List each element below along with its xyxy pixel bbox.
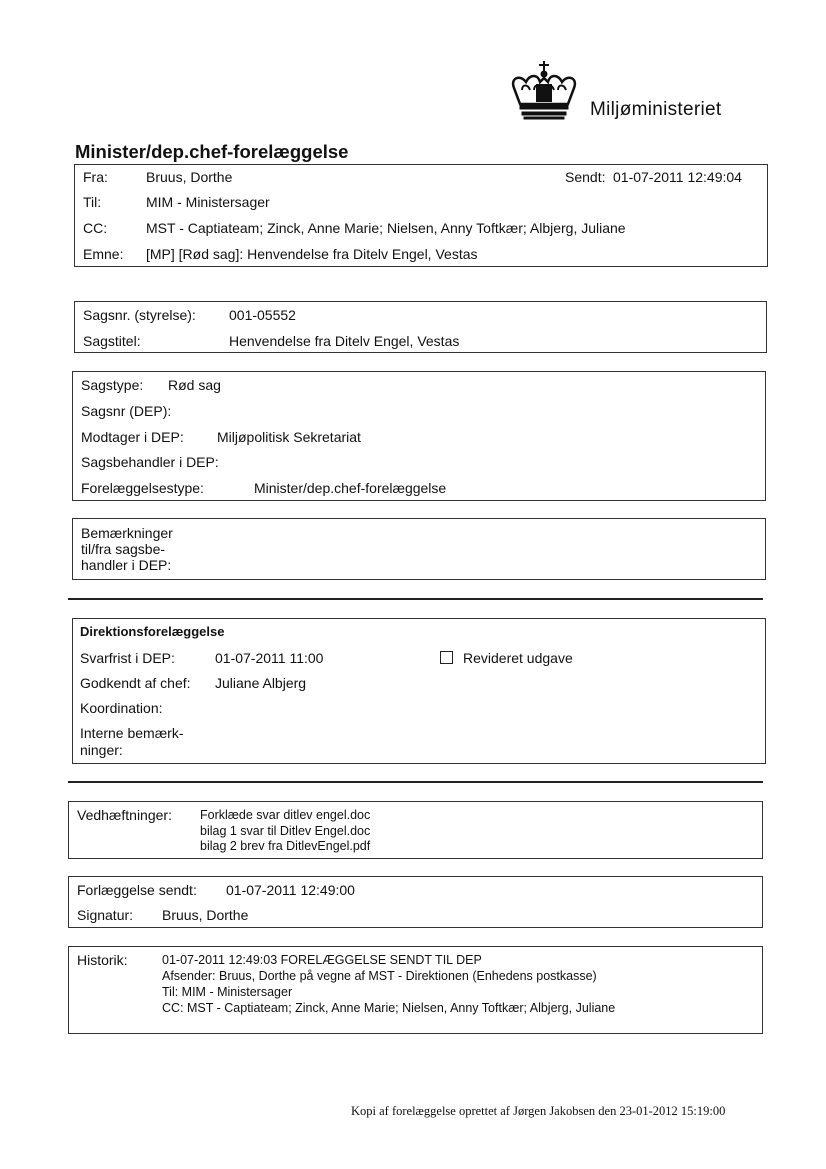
history-line: Til: MIM - Ministersager [162,985,293,999]
til-value: MIM - Ministersager [146,194,270,210]
koordination-label: Koordination: [80,700,163,716]
cc-label: CC: [83,220,108,236]
sagstype-label: Sagstype: [81,377,144,393]
remarks-label-line1: Bemærkninger [81,525,173,541]
history-line: CC: MST - Captiateam; Zinck, Anne Marie; Nielsen, Anny Toftkær; Albjerg, Juliane [162,1001,616,1015]
sagsnr-label: Sagsnr. (styrelse): [83,307,196,323]
routing-box [74,164,768,267]
fra-label: Fra: [83,169,108,185]
history-line: Afsender: Bruus, Dorthe på vegne af MST - Direktionen (Enhedens postkasse) [162,969,597,983]
dep-box [72,371,766,501]
sagsbehandler-label: Sagsbehandler i DEP: [81,454,219,470]
divider-2 [68,781,763,783]
copy-note: Kopi af forelæggelse oprettet af Jørgen Jakobsen den 23-01-2012 15:19:00 [351,1104,726,1118]
modtager-value: Miljøpolitisk Sekretariat [217,429,361,445]
interne-label-line1: Interne bemærk- [80,725,184,741]
history-line: 01-07-2011 12:49:03 FORELÆGGELSE SENDT TIL DEP [162,953,482,967]
forelaeggelsestype-value: Minister/dep.chef-forelæggelse [254,480,447,496]
svarfrist-label: Svarfrist i DEP: [80,650,175,666]
signatur-label: Signatur: [77,907,134,923]
sagsnr-value: 001-05552 [229,307,296,323]
signatur-value: Bruus, Dorthe [162,907,249,923]
direction-box [72,618,766,764]
til-label: Til: [83,194,102,210]
direction-heading: Direktionsforelæggelse [80,624,225,639]
ministry-name: Miljøministeriet [590,99,722,120]
history-box [68,946,763,1034]
sendt-label: Sendt: [565,169,606,185]
remarks-label-line2: til/fra sagsbe- [81,541,166,557]
forelaeggelsestype-label: Forelæggelsestype: [81,480,204,496]
sent-value: 01-07-2011 12:49:00 [226,882,355,898]
emne-value: [MP] [Rød sag]: Henvendelse fra Ditelv Engel, Vestas [146,246,478,262]
history-label: Historik: [77,952,128,968]
sendt-value: 01-07-2011 12:49:04 [613,169,742,185]
emne-label: Emne: [83,246,124,262]
attachment-file[interactable]: bilag 2 brev fra DitlevEngel.pdf [200,839,371,853]
svarfrist-value: 01-07-2011 11:00 [215,650,324,666]
crown-logo-icon [508,60,580,122]
sent-label: Forlæggelse sendt: [77,882,197,898]
revideret-checkbox[interactable] [440,651,453,664]
attachment-file[interactable]: bilag 1 svar til Ditlev Engel.doc [200,824,371,838]
cc-value: MST - Captiateam; Zinck, Anne Marie; Nielsen, Anny Toftkær; Albjerg, Juliane [146,220,626,236]
fra-value: Bruus, Dorthe [146,169,233,185]
sagsnr-dep-label: Sagsnr (DEP): [81,403,172,419]
modtager-label: Modtager i DEP: [81,429,184,445]
case-box [74,301,767,353]
document-title: Minister/dep.chef-forelæggelse [75,141,349,162]
sagstitel-label: Sagstitel: [83,333,141,349]
sent-box [68,876,763,928]
remarks-box [72,518,766,580]
revideret-label: Revideret udgave [463,650,573,666]
godkendt-label: Godkendt af chef: [80,675,191,691]
divider-1 [68,598,763,600]
remarks-label-line3: handler i DEP: [81,557,172,573]
godkendt-value: Juliane Albjerg [215,675,307,691]
attachments-label: Vedhæftninger: [77,807,172,823]
sagstype-value: Rød sag [168,377,221,393]
sagstitel-value: Henvendelse fra Ditelv Engel, Vestas [229,333,460,349]
interne-label-line2: ninger: [80,742,123,758]
attachment-file[interactable]: Forklæde svar ditlev engel.doc [200,808,371,822]
attachments-box [68,801,763,859]
